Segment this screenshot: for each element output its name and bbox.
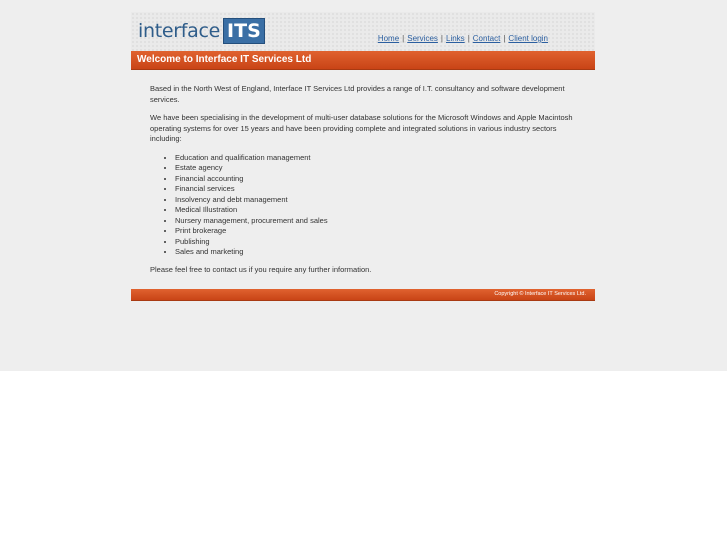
- logo-word: interface: [138, 20, 221, 42]
- list-item: • Estate agency: [175, 163, 577, 174]
- nav-links-link[interactable]: Links: [446, 34, 465, 43]
- list-item: • Publishing: [175, 237, 577, 248]
- list-item: • Financial accounting: [175, 174, 577, 185]
- nav-services-link[interactable]: Services: [407, 34, 438, 43]
- copyright-text: Copyright © Interface IT Services Ltd.: [494, 291, 586, 297]
- list-item: • Medical Illustration: [175, 205, 577, 216]
- footer-bar: [131, 289, 595, 301]
- page-title: Welcome to Interface IT Services Ltd: [131, 51, 595, 70]
- list-item: • Financial services: [175, 184, 577, 195]
- main-content: [131, 70, 595, 289]
- logo-box: ITS: [223, 18, 265, 44]
- page-container: [131, 12, 595, 301]
- experience-paragraph: We have been specialising in the development of multi-user database solutions for the Microsoft Windows and Apple Macintosh operating systems for over 15 years and have been providing complete and integrated solutions in various industry sectors including:: [150, 113, 573, 143]
- nav-separator: |: [467, 34, 470, 43]
- logo[interactable]: [138, 18, 265, 44]
- nav-home-link[interactable]: Home: [377, 34, 400, 43]
- list-item: • Sales and marketing: [175, 247, 577, 258]
- intro-paragraph: Based in the North West of England, Interface IT Services Ltd provides a range of I.T. consultancy and software development services.: [150, 84, 565, 104]
- list-item: • Education and qualification management: [175, 153, 577, 164]
- nav-client-login-link[interactable]: Client login: [508, 34, 548, 43]
- top-nav: [378, 34, 548, 43]
- list-item: • Nursery management, procurement and sales: [175, 216, 577, 227]
- list-item: • Print brokerage: [175, 226, 577, 237]
- nav-separator: |: [402, 34, 405, 43]
- nav-separator: |: [440, 34, 443, 43]
- list-item: • Insolvency and debt management: [175, 195, 577, 206]
- nav-contact-link[interactable]: Contact: [472, 34, 501, 43]
- sectors-list: [150, 153, 577, 258]
- header: [131, 12, 595, 51]
- closing-paragraph: Please feel free to contact us if you require any further information.: [150, 264, 372, 274]
- nav-separator: |: [503, 34, 506, 43]
